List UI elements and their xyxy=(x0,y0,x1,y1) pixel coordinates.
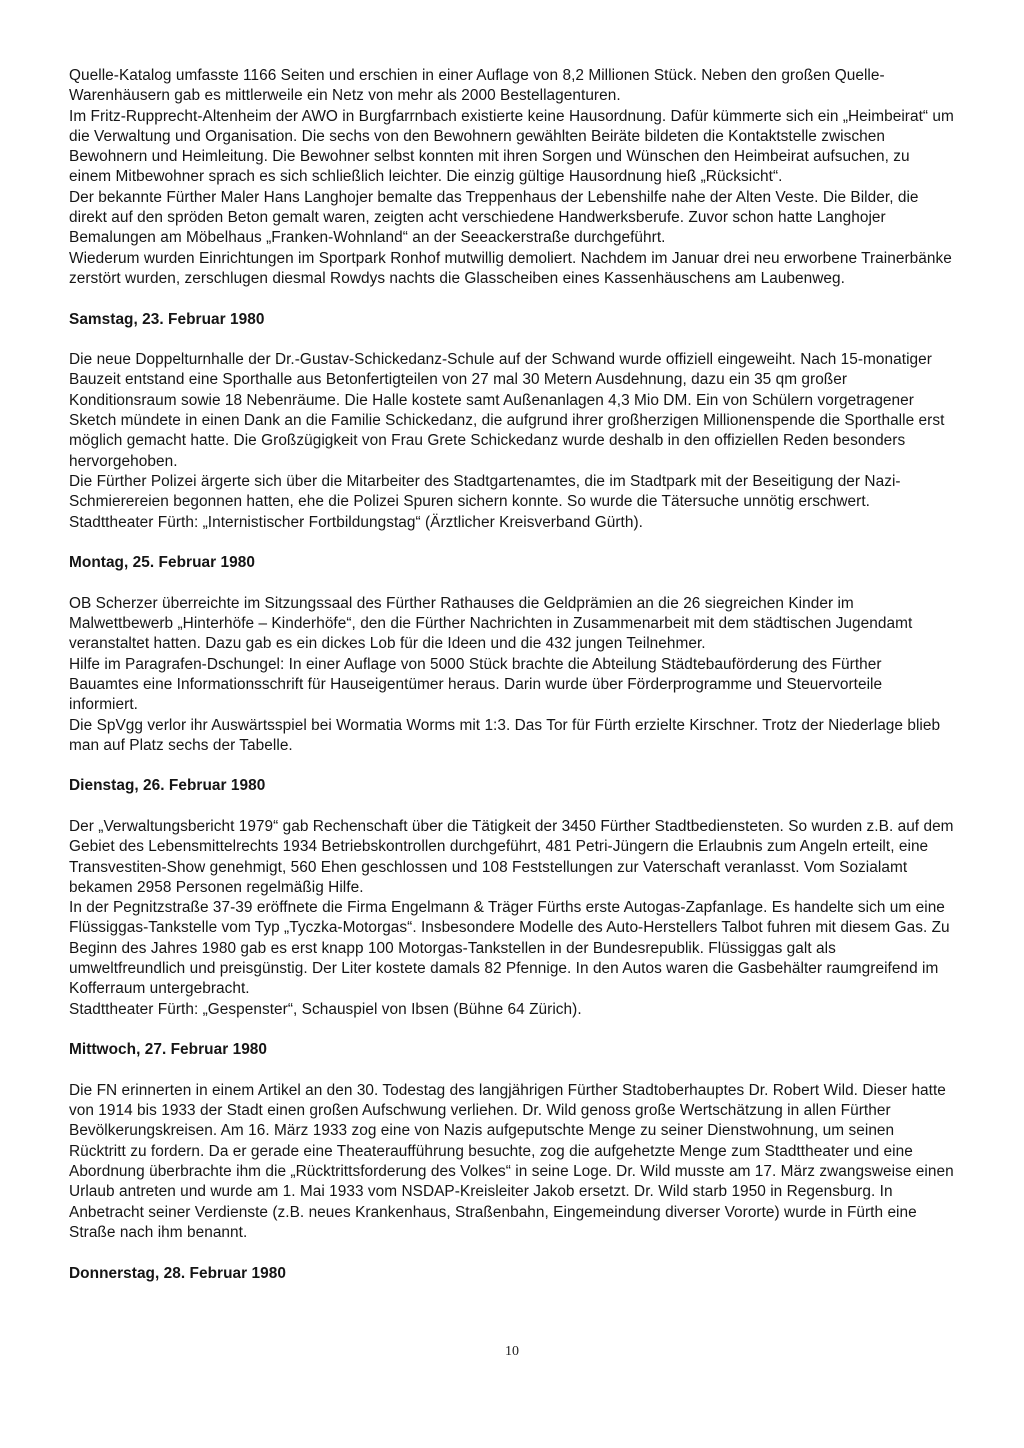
paragraph: Der bekannte Fürther Maler Hans Langhojer bemalte das Treppenhaus der Lebenshilfe nahe der Alten Veste. Die Bilder, die direkt auf den spröden Beton gemalt waren, zeigten acht verschiedene Handwerksberufe. Zuvor schon hatte Langhojer Bemalungen am Möbelhaus „Franken-Wohnland“ an der Seeackerstraße durchgeführt. xyxy=(69,188,919,247)
date-heading: Samstag, 23. Februar 1980 xyxy=(69,310,265,328)
paragraph: Stadttheater Fürth: „Internistischer Fortbildungstag“ (Ärztlicher Kreisverband Gürth). xyxy=(69,513,643,531)
paragraph: Die SpVgg verlor ihr Auswärtsspiel bei Wormatia Worms mit 1:3. Das Tor für Fürth erzielte Kirschner. Trotz der Niederlage blieb man auf Platz sechs der Tabelle. xyxy=(69,716,941,754)
date-heading: Mittwoch, 27. Februar 1980 xyxy=(69,1041,268,1059)
page-number: 10 xyxy=(505,1344,519,1359)
date-heading: Donnerstag, 28. Februar 1980 xyxy=(69,1264,286,1282)
paragraph: Der „Verwaltungsbericht 1979“ gab Rechenschaft über die Tätigkeit der 3450 Fürther Stadtbediensteten. So wurden z.B. auf dem Gebiet des Lebensmittelrechts 1934 Betriebskontrollen durchgeführt, 481 Petri-Jüngern die Erlaubnis zum Angeln erteilt, eine Transvestiten-Show genehmigt, 560 Ehen geschlossen und 108 Feststellungen zur Vaterschaft veranlasst. Vom Sozialamt bekamen 2958 Personen regelmäßig Hilfe. xyxy=(69,817,954,896)
paragraph: In der Pegnitzstraße 37-39 eröffnete die Firma Engelmann & Träger Fürths erste Autogas-Zapfanlage. Es handelte sich um eine Flüssiggas-Tankstelle vom Typ „Tyczka-Motorgas“. Insbesondere Modelle des Auto-Herstellers Talbot fuhren mit diesem Gas. Zu Beginn des Jahres 1980 gab es erst knapp 100 Motorgas-Tankstellen in der Bundesrepublik. Flüssiggas galt als umweltfreundlich und preisgünstig. Der Liter kostete damals 82 Pfennige. In den Autos waren die Gasbehälter raumgreifend im Kofferraum untergebracht. xyxy=(69,899,950,998)
paragraph: OB Scherzer überreichte im Sitzungssaal des Fürther Rathauses die Geldprämien an die 26 siegreichen Kinder im Malwettbewerb „Hinterhöfe – Kinderhöfe“, den die Fürther Nachrichten in Zusammenarbeit mit dem städtischen Jugendamt veranstaltet hatten. Dazu gab es ein dickes Lob für die Ideen und die 432 jungen Teilnehmer. xyxy=(69,594,913,653)
date-heading: Montag, 25. Februar 1980 xyxy=(69,554,255,572)
date-heading: Dienstag, 26. Februar 1980 xyxy=(69,777,266,795)
paragraph: Quelle-Katalog umfasste 1166 Seiten und erschien in einer Auflage von 8,2 Millionen Stück. Neben den großen Quelle-Warenhäusern gab es mittlerweile ein Netz von mehr als 2000 Bestellagenturen. xyxy=(69,67,885,105)
paragraph: Die neue Doppelturnhalle der Dr.-Gustav-Schickedanz-Schule auf der Schwand wurde offiziell eingeweiht. Nach 15-monatiger Bauzeit entstand eine Sporthalle aus Betonfertigteilen von 27 mal 30 Metern Ausdehnung, dazu ein 35 qm großer Konditionsraum sowie 18 Nebenräume. Die Halle kostete samt Außenanlagen 4,3 Mio DM. Ein von Schülern vorgetragener Sketch mündete in einen Dank an die Familie Schickedanz, die aufgrund ihrer großherzigen Millionenspende die Sporthalle erst möglich gemacht hatte. Die Großzügigkeit von Frau Grete Schickedanz wurde deshalb in den offiziellen Reden besonders hervorgehoben. xyxy=(69,351,945,470)
paragraph: Die FN erinnerten in einem Artikel an den 30. Todestag des langjährigen Fürther Stadtoberhauptes Dr. Robert Wild. Dieser hatte von 1914 bis 1933 der Stadt einen großen Aufschwung verliehen. Dr. Wild genoss große Wertschätzung in allen Fürther Bevölkerungskreisen. Am 16. März 1933 zog eine von Nazis aufgeputschte Menge zu seiner Dienstwohnung, um seinen Rücktritt zu fordern. Da er gerade eine Theateraufführung besuchte, zog die aufgehetzte Menge zum Stadttheater und eine Abordnung überbrachte ihm die „Rücktrittsforderung des Volkes“ in seine Loge. Dr. Wild musste am 17. März zwangsweise einen Urlaub antreten und wurde am 1. Mai 1933 vom NSDAP-Kreisleiter Jakob ersetzt. Dr. Wild starb 1950 in Regensburg. In Anbetracht seiner Verdienste (z.B. neues Krankenhaus, Straßenbahn, Eingemeindung diverser Vororte) wurde in Fürth eine Straße nach ihm benannt. xyxy=(69,1081,954,1241)
paragraph: Im Fritz-Rupprecht-Altenheim der AWO in Burgfarrnbach existierte keine Hausordnung. Dafür kümmerte sich ein „Heimbeirat“ um die Verwaltung und Organisation. Die sechs von den Bewohnern gewählten Beiräte bildeten die Kontaktstelle zwischen Bewohnern und Heimleitung. Die Bewohner selbst konnten mit ihren Sorgen und Wünschen den Heimbeirat aufsuchen, zu einem Mitbewohner sprach es sich schließlich leichter. Die einzig gültige Hausordnung hieß „Rücksicht“. xyxy=(69,107,954,186)
document-content xyxy=(69,66,954,1304)
paragraph: Hilfe im Paragrafen-Dschungel: In einer Auflage von 5000 Stück brachte die Abteilung Städtebauförderung des Fürther Bauamtes eine Informationsschrift für Hauseigentümer heraus. Darin wurde über Förderprogramme und Steuervorteile informiert. xyxy=(69,655,883,714)
paragraph: Stadttheater Fürth: „Gespenster“, Schauspiel von Ibsen (Bühne 64 Zürich). xyxy=(69,1000,582,1018)
paragraph: Wiederum wurden Einrichtungen im Sportpark Ronhof mutwillig demoliert. Nachdem im Januar drei neu erworbene Trainerbänke zerstört wurden, zerschlugen diesmal Rowdys nachts die Glasscheiben eines Kassenhäuschens am Laubenweg. xyxy=(69,249,952,287)
paragraph: Die Fürther Polizei ärgerte sich über die Mitarbeiter des Stadtgartenamtes, die im Stadtpark mit der Beseitigung der Nazi-Schmierereien begonnen hatten, ehe die Polizei Spuren sichern konnte. So wurde die Tätersuche unnötig erschwert. xyxy=(69,472,901,511)
